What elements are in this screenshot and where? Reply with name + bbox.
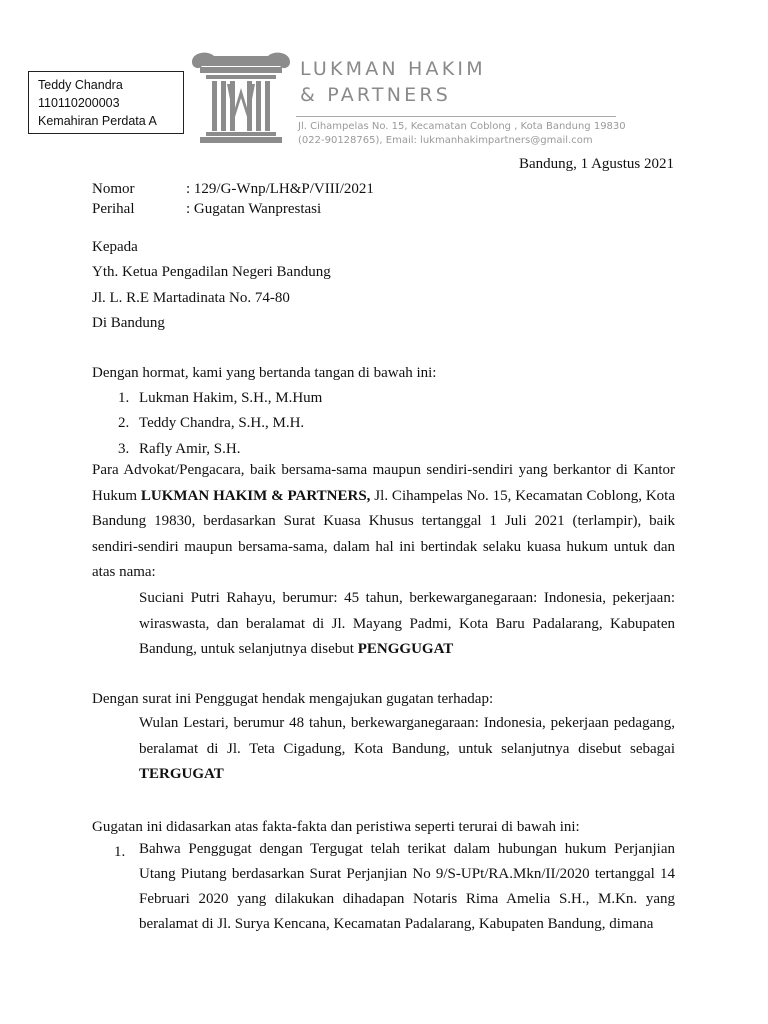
list-number: 2. <box>118 415 130 431</box>
defendant-label: TERGUGAT <box>139 766 224 782</box>
recipient-line: Kepada <box>92 239 138 255</box>
pillar-column-icon <box>186 48 296 144</box>
list-number: 1. <box>118 390 130 406</box>
list-number: 1. <box>114 844 126 860</box>
firm-name-line2: & PARTNERS <box>300 84 452 106</box>
plaintiff-label: PENGGUGAT <box>357 641 454 657</box>
firm-name-bold: LUKMAN HAKIM & PARTNERS, <box>140 487 371 504</box>
greeting: Dengan hormat, kami yang bertanda tangan di bawah ini: <box>92 365 437 381</box>
facts-intro: Gugatan ini didasarkan atas fakta-fakta dan peristiwa seperti terurai di bawah ini: <box>92 819 580 835</box>
list-number: 3. <box>118 441 130 457</box>
nomor-value: : 129/G-Wnp/LH&P/VIII/2021 <box>186 181 374 197</box>
perihal-value: : Gugatan Wanprestasi <box>186 201 322 217</box>
advocate-name: Rafly Amir, S.H. <box>139 441 241 457</box>
letter-date: Bandung, 1 Agustus 2021 <box>518 156 674 172</box>
nomor-label: Nomor <box>92 181 135 197</box>
student-number: 110110200003 <box>38 96 120 110</box>
recipient-line: Di Bandung <box>92 315 165 331</box>
letterhead-divider <box>296 116 616 117</box>
against-intro: Dengan surat ini Penggugat hendak mengajukan gugatan terhadap: <box>92 691 494 707</box>
recipient-line: Jl. L. R.E Martadinata No. 74-80 <box>92 290 290 306</box>
firm-address: Jl. Cihampelas No. 15, Kecamatan Coblong , Kota Bandung 19830 <box>298 121 626 132</box>
advocate-name: Lukman Hakim, S.H., M.Hum <box>139 390 323 406</box>
class-name: Kemahiran Perdata A <box>38 114 157 128</box>
defendant-paragraph: Wulan Lestari, berumur 48 tahun, berkewarganegaraan: Indonesia, pekerjaan pedagang, beralamat di Jl. Teta Cigadung, Kota Bandung, untuk selanjutnya disebut sebagai TERGUGAT <box>139 715 675 782</box>
firm-name-line1: LUKMAN HAKIM <box>300 58 486 80</box>
firm-contact: (022-90128765), Email: lukmanhakimpartners@gmail.com <box>298 135 593 146</box>
perihal-label: Perihal <box>92 201 135 217</box>
student-name: Teddy Chandra <box>38 78 123 92</box>
advocates-paragraph: Para Advokat/Pengacara, baik bersama-sama maupun sendiri-sendiri yang berkantor di Kantor Hukum LUKMAN HAKIM & PARTNERS, Jl. Cihampelas No. 15, Kecamatan Coblong, Kota Bandung 19830, berdasarkan Surat Kuasa Khusus tertanggal 1 Juli 2021 (terlampir), baik sendiri-sendiri maupun bersama-sama, dalam hal ini bertindak selaku kuasa hukum untuk dan atas nama: <box>92 462 675 580</box>
plaintiff-paragraph: Suciani Putri Rahayu, berumur: 45 tahun, berkewarganegaraan: Indonesia, pekerjaan: wiraswasta, dan beralamat di Jl. Mayang Padmi, Kota Baru Padalarang, Kabupaten Bandung, untuk selanjutnya disebut PENGGUGAT <box>139 590 675 657</box>
advocate-name: Teddy Chandra, S.H., M.H. <box>139 415 305 431</box>
student-id-box <box>28 71 184 134</box>
fact-paragraph: Bahwa Penggugat dengan Tergugat telah terikat dalam hubungan hukum Perjanjian Utang Piutang berdasarkan Surat Perjanjian No 9/S-UPt/RA.Mkn/II/2020 tertanggal 14 Februari 2020 yang dilakukan dihadapan Notaris Rima Amelia S.H., M.Kn. yang beralamat di Jl. Surya Kencana, Kecamatan Padalarang, Kabupaten Bandung, dimana <box>139 841 675 932</box>
recipient-line: Yth. Ketua Pengadilan Negeri Bandung <box>92 264 331 280</box>
